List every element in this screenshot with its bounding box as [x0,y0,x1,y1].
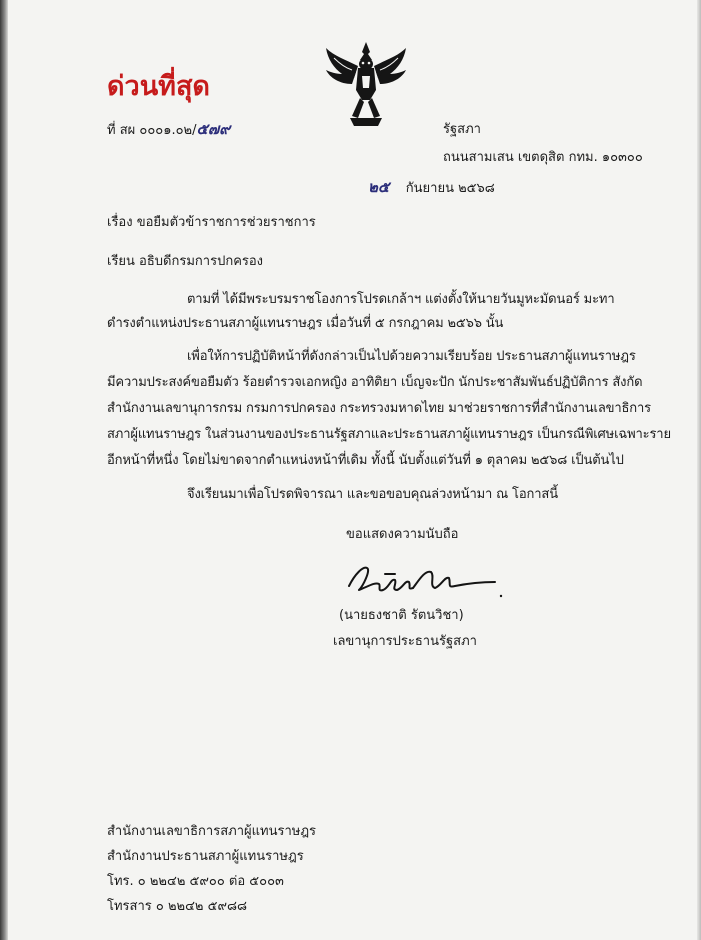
body-p2-line-3: สำนักงานเลขานุการกรม กรมการปกครอง กระทรวงมหาดไทย มาช่วยราชการที่สำนักงานเลขาธิการ [107,401,652,416]
handwritten-signature [345,556,505,604]
body-p2-line-1: เพื่อให้การปฏิบัติหน้าที่ดังกล่าวเป็นไปด้วยความเรียบร้อย ประธานสภาผู้แทนราษฎร [187,349,636,364]
body-p2-line-2: มีความประสงค์ขอยืมตัว ร้อยตำรวจเอกหญิง อาทิติยา เบ็ญจะปัก นักประชาสัมพันธ์ปฏิบัติการ สังกัด [107,375,643,390]
letter-date [368,178,495,198]
scan-edge-left [0,0,8,940]
body-p2-line-5: อีกหน้าที่หนึ่ง โดยไม่ขาดจากตำแหน่งหน้าที่เดิม ทั้งนี้ นับตั้งแต่วันที่ ๑ ตุลาคม ๒๕๖๘ เป็นต้นไป [107,453,624,468]
signer-position: เลขานุการประธานรัฐสภา [333,634,477,649]
footer-office-2: สำนักงานประธานสภาผู้แทนราษฎร [107,849,304,864]
footer-office-1: สำนักงานเลขาธิการสภาผู้แทนราษฎร [107,824,317,839]
date-month-year: กันยายน ๒๕๖๘ [405,181,495,196]
body-p2-line-4: สภาผู้แทนราษฎร ในส่วนงานของประธานรัฐสภาและประธานสภาผู้แทนราษฎร เป็นกรณีพิเศษเฉพาะราย [107,427,671,442]
handwritten-date-day: ๒๕ [368,178,390,196]
body-p1-line-2: ดำรงตำแหน่งประธานสภาผู้แทนราษฎร เมื่อวันที่ ๕ กรกฎาคม ๒๕๖๖ นั้น [107,316,504,331]
signer-name: (นายธงชาติ รัตนวิชา) [339,608,464,623]
footer-telephone: โทร. ๐ ๒๒๔๒ ๕๙๐๐ ต่อ ๕๐๐๓ [107,874,284,889]
footer-fax: โทรสาร ๐ ๒๒๔๒ ๕๙๘๘ [107,899,248,914]
closing-phrase: ขอแสดงความนับถือ [346,527,459,542]
scan-edge-right [697,0,701,940]
garuda-emblem-icon [320,38,412,130]
body-p3: จึงเรียนมาเพื่อโปรดพิจารณา และขอขอบคุณล่วงหน้ามา ณ โอกาสนี้ [187,487,558,502]
handwritten-letter-number: ๕๗๙ [196,120,231,138]
letter-number [107,120,230,140]
urgency-label: ด่วนที่สุด [107,71,210,102]
body-p1-line-1: ตามที่ ได้มีพระบรมราชโองการโปรดเกล้าฯ แต่งตั้งให้นายวันมูหะมัดนอร์ มะทา [187,292,615,307]
sender-org: รัฐสภา [443,122,481,137]
letter-number-prefix: ที่ สผ ๐๐๐๑.๐๒/ [107,123,197,138]
recipient-line: เรียน อธิบดีกรมการปกครอง [107,254,264,269]
sender-address: ถนนสามเสน เขตดุสิต กทม. ๑๐๓๐๐ [443,150,643,165]
subject-line: เรื่อง ขอยืมตัวข้าราชการช่วยราชการ [107,215,316,230]
